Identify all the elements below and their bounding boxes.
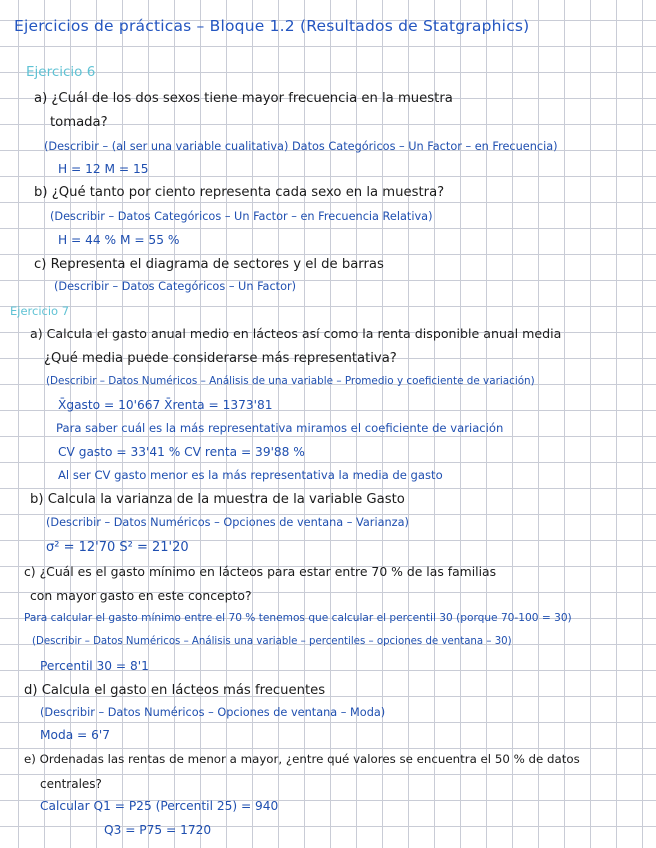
ex7-c-answer: Percentil 30 = 8'1 [40,659,149,673]
ex7-question-e-line1: e) Ordenadas las rentas de menor a mayor, ¿entre qué valores se encuentra el 50 % de datos [24,752,580,766]
ex7-a-conclusion: Al ser CV gasto menor es la más representativa la media de gasto [58,468,443,482]
ex7-question-c-line1: c) ¿Cuál es el gasto mínimo en lácteos para estar entre 70 % de las familias [24,564,497,579]
ex6-question-c: c) Representa el diagrama de sectores y el de barras [34,257,384,272]
ex6-question-a-line1: a) ¿Cuál de los dos sexos tiene mayor frecuencia en la muestra [34,91,453,106]
ex6-b-answer: H = 44 % M = 55 % [58,233,180,247]
ex7-question-c-line2: con mayor gasto en este concepto? [30,588,252,603]
ex7-a-statgraphics-path: (Describir – Datos Numéricos – Análisis de una variable – Promedio y coeficiente de variación) [46,375,535,387]
ex7-b-statgraphics-path: (Describir – Datos Numéricos – Opciones de ventana – Varianza) [46,516,409,529]
ex7-a-note: Para saber cuál es la más representativa miramos el coeficiente de variación [56,421,504,435]
ex7-e-q3: Q3 = P75 = 1720 [104,823,212,837]
ex6-question-a-line2: tomada? [50,115,108,130]
ex6-c-statgraphics-path: (Describir – Datos Categóricos – Un Factor) [54,280,297,293]
ex7-question-b: b) Calcula la varianza de la muestra de la variable Gasto [30,492,405,507]
ex7-d-statgraphics-path: (Describir – Datos Numéricos – Opciones de ventana – Moda) [40,706,386,719]
ex6-a-statgraphics-path: (Describir – (al ser una variable cualitativa) Datos Categóricos – Un Factor – en Frecuencia) [44,140,558,153]
ex7-question-d: d) Calcula el gasto en lácteos más frecuentes [24,683,326,698]
page-title: Ejercicios de prácticas – Bloque 1.2 (Resultados de Statgraphics) [14,17,530,35]
ex7-question-e-line2: centrales? [40,777,102,791]
ex6-b-statgraphics-path: (Describir – Datos Categóricos – Un Factor – en Frecuencia Relativa) [50,210,433,223]
ex7-question-a-line1: a) Calcula el gasto anual medio en lácteos así como la renta disponible anual media [30,326,562,341]
ex7-a-means: X̄gasto = 10'667 X̄renta = 1373'81 [58,398,273,412]
ex7-d-answer: Moda = 6'7 [40,728,110,742]
ex7-e-calculation: Calcular Q1 = P25 (Percentil 25) = 940 [40,799,279,813]
ex6-a-answer: H = 12 M = 15 [58,162,149,176]
ex7-question-a-line2: ¿Qué media puede considerarse más representativa? [44,351,397,366]
ex7-a-coefficients: CV gasto = 33'41 % CV renta = 39'88 % [58,445,305,459]
ex7-c-note: Para calcular el gasto mínimo entre el 70 % tenemos que calcular el percentil 30 (porque 70-100 = 30) [24,612,572,624]
ex7-c-statgraphics-path: (Describir – Datos Numéricos – Análisis una variable – percentiles – opciones de ventana – 30) [32,636,512,647]
ex7-b-answer: σ² = 12'70 S² = 21'20 [46,540,189,555]
ex6-question-b: b) ¿Qué tanto por ciento representa cada sexo en la muestra? [34,185,445,200]
exercise-6-heading: Ejercicio 6 [26,64,96,80]
exercise-7-heading: Ejercicio 7 [10,304,70,318]
